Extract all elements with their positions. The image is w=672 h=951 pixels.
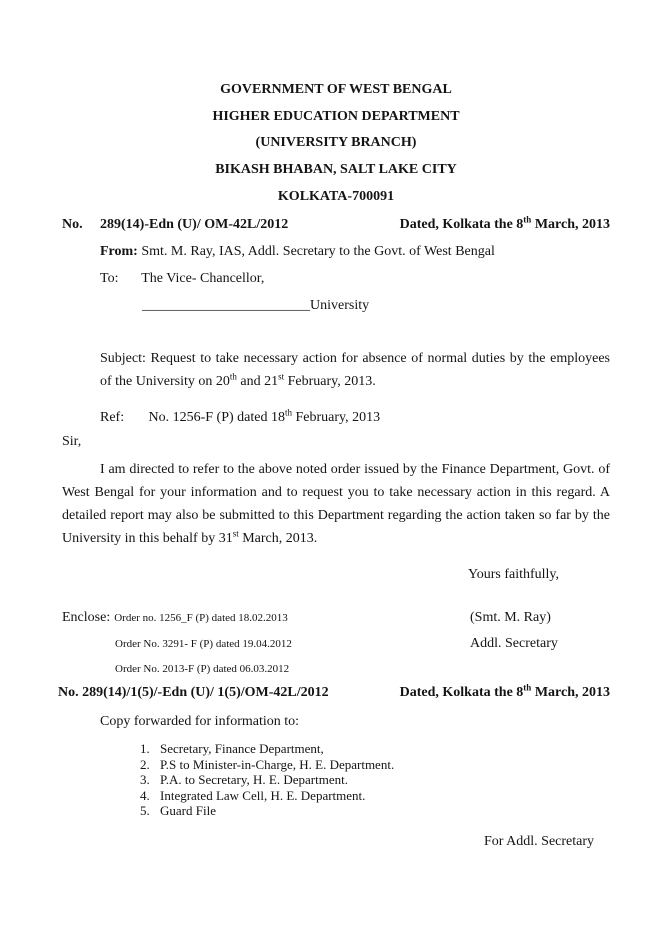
memo-line xyxy=(58,681,610,704)
enclosure-row-2 xyxy=(62,632,610,656)
ref-label: Ref: xyxy=(100,410,125,425)
reference-date-text: Dated, Kolkata the 8 xyxy=(399,217,524,232)
memo-date xyxy=(400,681,610,704)
body-ordinal: st xyxy=(232,528,239,539)
reference-line xyxy=(62,213,610,236)
letterhead-branch: (UNIVERSITY BRANCH) xyxy=(255,135,417,151)
list-item-number: 4. xyxy=(140,787,150,803)
enclosure-item: Order No. 2013-F (P) dated 06.03.2012 xyxy=(115,663,290,675)
memo-date-text: Dated, Kolkata the 8 xyxy=(399,685,524,700)
footer-signature: For Addl. Secretary xyxy=(484,834,595,849)
list-item xyxy=(140,757,610,773)
list-item-text: P.S to Minister-in-Charge, H. E. Department. xyxy=(160,756,395,772)
list-item-text: P.A. to Secretary, H. E. Department. xyxy=(160,772,348,787)
copy-forwarded-list xyxy=(62,741,610,819)
university-line xyxy=(62,294,610,317)
subject-text-mid: and 21 xyxy=(236,374,279,389)
reference-date-rest: March, 2013 xyxy=(531,217,610,232)
letterhead xyxy=(62,77,610,211)
to-label: To: xyxy=(100,271,119,286)
enclosure-row-1 xyxy=(62,606,610,630)
list-item-text: Integrated Law Cell, H. E. Department. xyxy=(160,787,366,803)
list-item xyxy=(140,788,610,804)
ref-line xyxy=(62,406,610,429)
body-text-end: March, 2013. xyxy=(238,531,318,546)
list-item-number: 1. xyxy=(140,741,150,756)
subject-text: Subject: Request to take necessary action for absence of normal duties by the employees of the University on 20 xyxy=(100,351,610,389)
reference-date-ordinal: th xyxy=(523,214,532,225)
copy-forwarded-heading: Copy forwarded for information to: xyxy=(100,714,300,729)
ref-value xyxy=(148,407,381,425)
letterhead-address: BIKASH BHABAN, SALT LAKE CITY xyxy=(215,162,457,178)
letterhead-city-pin: KOLKATA-700091 xyxy=(277,188,395,204)
ref-value-rest: February, 2013 xyxy=(292,410,381,425)
memo-date-rest: March, 2013 xyxy=(531,685,610,700)
university-label: University xyxy=(310,298,370,313)
subject-ordinal-20: th xyxy=(229,371,237,382)
enclosure-item: Order no. 1256_F (P) dated 18.02.2013 xyxy=(114,612,288,624)
salutation: Sir, xyxy=(62,434,82,449)
from-label: From: xyxy=(100,244,138,259)
body-paragraph xyxy=(62,458,610,550)
body-text: I am directed to refer to the above noted order issued by the Finance Department, Govt. of West Bengal for your information and to request you to take necessary action in this regard. A detailed report may also be submitted to this Department regarding the action taken so far by the University in this behalf by 31 xyxy=(62,462,610,546)
university-blank: ________________________ xyxy=(142,298,310,313)
memo-date-ordinal: th xyxy=(523,682,532,693)
closing: Yours faithfully, xyxy=(468,567,560,582)
from-value: Smt. M. Ray, IAS, Addl. Secretary to the Govt. of West Bengal xyxy=(141,244,495,259)
from-line xyxy=(62,240,610,263)
ref-value-text: No. 1256-F (P) dated 18 xyxy=(148,410,285,425)
list-item-number: 5. xyxy=(140,803,150,818)
letterhead-department: HIGHER EDUCATION DEPARTMENT xyxy=(212,108,460,124)
signatory-title: Addl. Secretary xyxy=(470,636,558,651)
reference-no-label: No. xyxy=(62,217,83,232)
to-value: The Vice- Chancellor, xyxy=(141,271,265,286)
enclosure-row-3 xyxy=(62,657,610,681)
list-item-text: Guard File xyxy=(160,803,216,818)
reference-date xyxy=(400,213,610,236)
letterhead-government: GOVERNMENT OF WEST BENGAL xyxy=(220,82,452,97)
enclosure-label: Enclose: xyxy=(62,610,111,625)
memo-number: No. 289(14)/1(5)/-Edn (U)/ 1(5)/OM-42L/2012 xyxy=(58,685,329,700)
enclosure-item: Order No. 3291- F (P) dated 19.04.2012 xyxy=(115,638,292,650)
reference-number: 289(14)-Edn (U)/ OM-42L/2012 xyxy=(100,217,289,232)
subject-text-end: February, 2013. xyxy=(284,374,376,389)
list-item xyxy=(140,772,610,788)
signatory-name: (Smt. M. Ray) xyxy=(470,610,551,625)
ref-value-ordinal: th xyxy=(285,407,293,418)
subject-line xyxy=(62,347,610,393)
list-item xyxy=(140,741,610,757)
to-line xyxy=(62,267,610,290)
subject-ordinal-21: st xyxy=(278,371,285,382)
list-item-text: Secretary, Finance Department, xyxy=(160,741,324,756)
list-item-number: 3. xyxy=(140,772,150,787)
list-item xyxy=(140,803,610,819)
list-item-number: 2. xyxy=(140,756,150,772)
